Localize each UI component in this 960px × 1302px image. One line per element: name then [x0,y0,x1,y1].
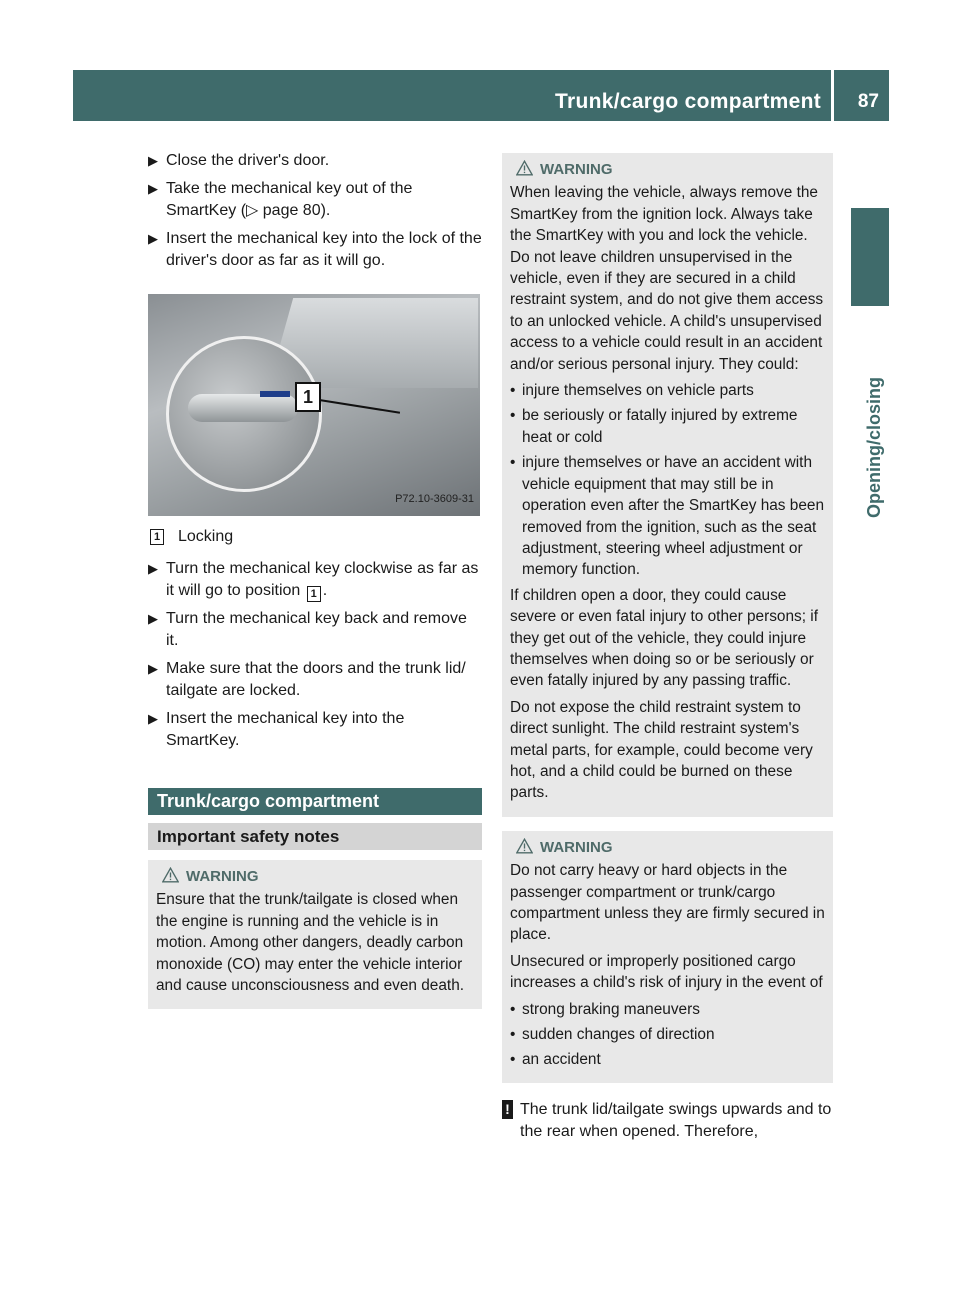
step-arrow-icon: ▶ [148,611,158,626]
warning-triangle-icon [162,867,179,883]
left-column [148,150,482,1009]
instruction-step [148,658,482,702]
step-text-end: . [322,582,328,599]
warning-text: Unsecured or improperly positioned cargo increases a child's risk of injury in the event of [510,952,823,992]
warning-box [502,831,833,1083]
chapter-tab-marker [851,208,889,306]
step-arrow-icon: ▶ [148,661,158,676]
step-text: Insert the mechanical key into the SmartKey. [166,710,405,749]
bullet-dot: • [510,407,516,425]
step-text: Make sure that the doors and the trunk lid/ tailgate are locked. [166,660,466,699]
chapter-tab-label: Opening/closing [864,376,884,518]
bullet-dot: • [510,1000,516,1018]
warning-bullet [510,1049,825,1070]
figure-legend [148,526,482,548]
warning-bullet [510,452,825,580]
instruction-step [148,178,482,222]
warning-text: Ensure that the trunk/tailgate is closed when the engine is running and the vehicle is in motion. Among other dangers, deadly carbon monoxide (CO) may enter the vehicle interior and cause unconsciousness and even death. [156,891,465,995]
bullet-text: injure themselves or have an accident with vehicle equipment that may still be in operation even after the SmartKey has been removed from the ignition, such as the seat adjustment, steering wheel adjustment or memory function. [522,454,825,579]
step-text: Insert the mechanical key into the lock of the driver's door as far as it will go. [166,230,482,269]
warning-text: Do not expose the child restraint system to direct sunlight. The child restraint system's metal parts, for example, could become very hot, and a child could be burned on these parts. [510,698,813,802]
bullet-text: sudden changes of direction [522,1026,715,1044]
key-insert-marker [260,391,290,397]
sub-heading: Important safety notes [148,823,482,850]
instruction-step [148,708,482,752]
bullet-text: injure themselves on vehicle parts [522,382,754,400]
warning-text: When leaving the vehicle, always remove the SmartKey from the ignition lock. Always take the SmartKey with you and lock the vehicle. Do not leave children unsupervised in the vehicle, even if they are secured in a child restraint system, and do not give them access to an unlocked vehicle. A child's unsupervised access to a vehicle could result in an accident and/or serious personal injury. They could: [510,184,824,373]
door-lock-figure [148,294,480,516]
step-text: Take the mechanical key out of the SmartKey (▷ page 80). [166,180,413,219]
instruction-step [148,558,482,602]
warning-triangle-icon [516,160,533,176]
step-text: Turn the mechanical key clockwise as far as it will go to position [166,560,479,599]
warning-box [502,153,833,817]
door-handle-illustration [188,394,298,422]
instruction-step [148,228,482,272]
warning-bullet [510,999,825,1020]
step-arrow-icon: ▶ [148,711,158,726]
legend-number-box: 1 [150,529,164,545]
warning-bullet [510,380,825,401]
warning-bullet [510,405,825,448]
warning-title [510,159,825,180]
position-reference-box: 1 [307,586,321,602]
warning-text: If children open a door, they could cause severe or even fatal injury to other persons; if they get out of the vehicle, they could injure themselves when doing so or be seriously or even fatally injured by any passing traffic. [510,586,818,690]
step-arrow-icon: ▶ [148,231,158,246]
warning-title [510,837,825,858]
note-text: The trunk lid/tailgate swings upwards and to the rear when opened. Therefore, [520,1100,832,1140]
header-divider [831,70,834,121]
bullet-dot: • [510,454,516,472]
bullet-text: an accident [522,1051,601,1069]
warning-text: Do not carry heavy or hard objects in the passenger compartment or trunk/cargo compartment unless they are firmly secured in place. [510,862,825,944]
instruction-step [148,608,482,652]
step-text: Turn the mechanical key back and remove it. [166,610,467,649]
warning-bullet [510,1024,825,1045]
note-paragraph [502,1099,833,1143]
bullet-text: be seriously or fatally injured by extreme heat or cold [522,407,798,446]
bullet-dot: • [510,1026,516,1044]
right-column [502,150,833,1143]
figure-code: P72.10-3609-31 [395,493,474,505]
warning-triangle-icon [516,838,533,854]
warning-title-text: WARNING [540,161,613,178]
bullet-dot: • [510,1051,516,1069]
section-heading: Trunk/cargo compartment [148,788,482,815]
warning-title-text: WARNING [540,838,613,856]
warning-title-text: WARNING [186,868,259,885]
page-header-title: Trunk/cargo compartment [555,90,821,113]
page-number: 87 [857,91,879,112]
step-arrow-icon: ▶ [148,561,158,576]
legend-label: Locking [178,528,234,545]
step-arrow-icon: ▶ [148,153,158,168]
warning-title [156,866,474,887]
bullet-dot: • [510,382,516,400]
callout-line [313,398,400,414]
figure-callout-number: 1 [295,382,321,412]
warning-box [148,860,482,1009]
note-exclamation-icon: ! [502,1100,513,1119]
step-text: Close the driver's door. [166,152,330,169]
step-arrow-icon: ▶ [148,181,158,196]
bullet-text: strong braking maneuvers [522,1000,700,1018]
page-header [73,70,889,121]
instruction-step [148,150,482,172]
